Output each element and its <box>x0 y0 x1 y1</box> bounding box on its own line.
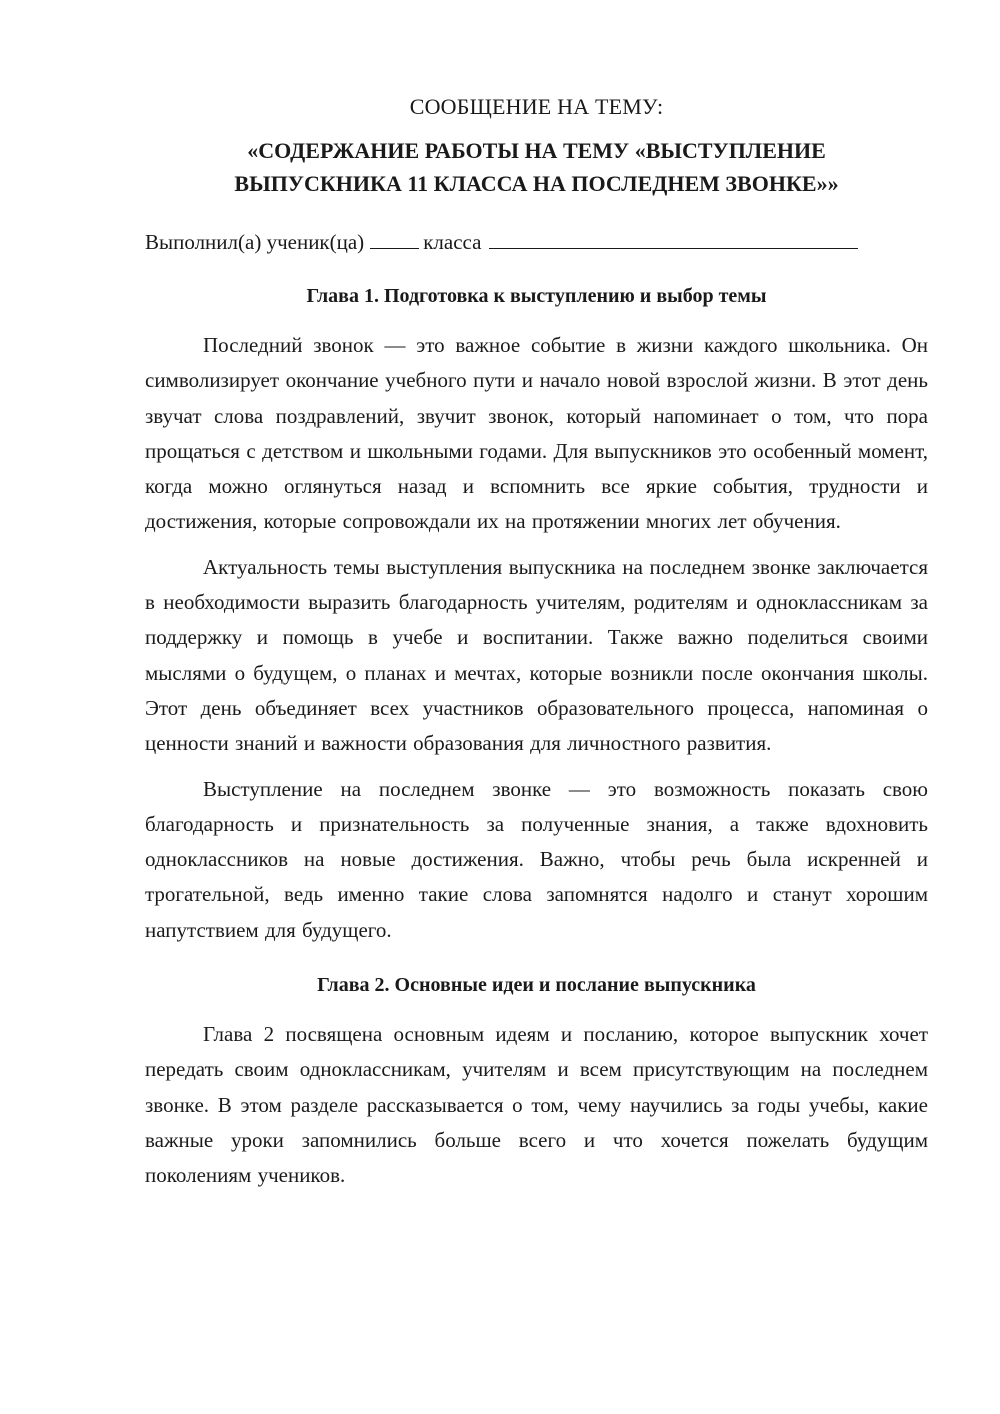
document-title-line-2: ВЫПУСКНИКА 11 КЛАССА НА ПОСЛЕДНЕМ ЗВОНКЕ»» <box>234 171 839 196</box>
document-type-label: СООБЩЕНИЕ НА ТЕМУ: <box>409 94 664 119</box>
document-title <box>145 134 928 200</box>
document-page <box>145 92 928 1204</box>
chapter-1-heading: Глава 1. Подготовка к выступлению и выбор темы <box>306 285 767 307</box>
author-line <box>145 227 928 257</box>
author-prefix: Выполнил(а) ученик(ца) <box>145 230 365 254</box>
class-number-blank <box>370 228 419 249</box>
author-name-blank <box>489 228 858 249</box>
chapter-2-heading: Глава 2. Основные идеи и послание выпускника <box>317 974 756 997</box>
chapter-1-paragraph-3: Выступление на последнем звонке — это возможность показать свою благодарность и признательность за полученные знания, а также вдохновить одноклассников на новые достижения. Важно, чтобы речь была искренней и трогательной, ведь именно такие слова запомнятся надолго и станут хорошим напутствием для будущего. <box>145 776 928 942</box>
author-class-label: класса <box>423 230 482 254</box>
document-title-line-1: «СОДЕРЖАНИЕ РАБОТЫ НА ТЕМУ «ВЫСТУПЛЕНИЕ <box>247 138 826 163</box>
chapter-2-paragraph-1: Глава 2 посвящена основным идеям и посланию, которое выпускник хочет передать своим одноклассникам, учителям и всем присутствующим на последнем звонке. В этом разделе рассказывается о том, чему научились за годы учебы, какие важные уроки запомнились больше всего и что хочется пожелать будущим поколениям учеников. <box>145 1022 928 1188</box>
chapter-1-paragraph-1: Последний звонок — это важное событие в жизни каждого школьника. Он символизирует окончание учебного пути и начало новой взрослой жизни. В этот день звучат слова поздравлений, звучит звонок, который напоминает о том, что пора прощаться с детством и школьными годами. Для выпускников это особенный момент, когда можно оглянуться назад и вспомнить все яркие события, трудности и достижения, которые сопровождали их на протяжении многих лет обучения. <box>145 333 928 534</box>
chapter-1-paragraph-2: Актуальность темы выступления выпускника на последнем звонке заключается в необходимости выразить благодарность учителям, родителям и одноклассникам за поддержку и помощь в учебе и воспитании. Также важно поделиться своими мыслями о будущем, о планах и мечтах, которые возникли после окончания школы. Этот день объединяет всех участников образовательного процесса, напоминая о ценности знаний и важности образования для личностного развития. <box>145 554 928 756</box>
